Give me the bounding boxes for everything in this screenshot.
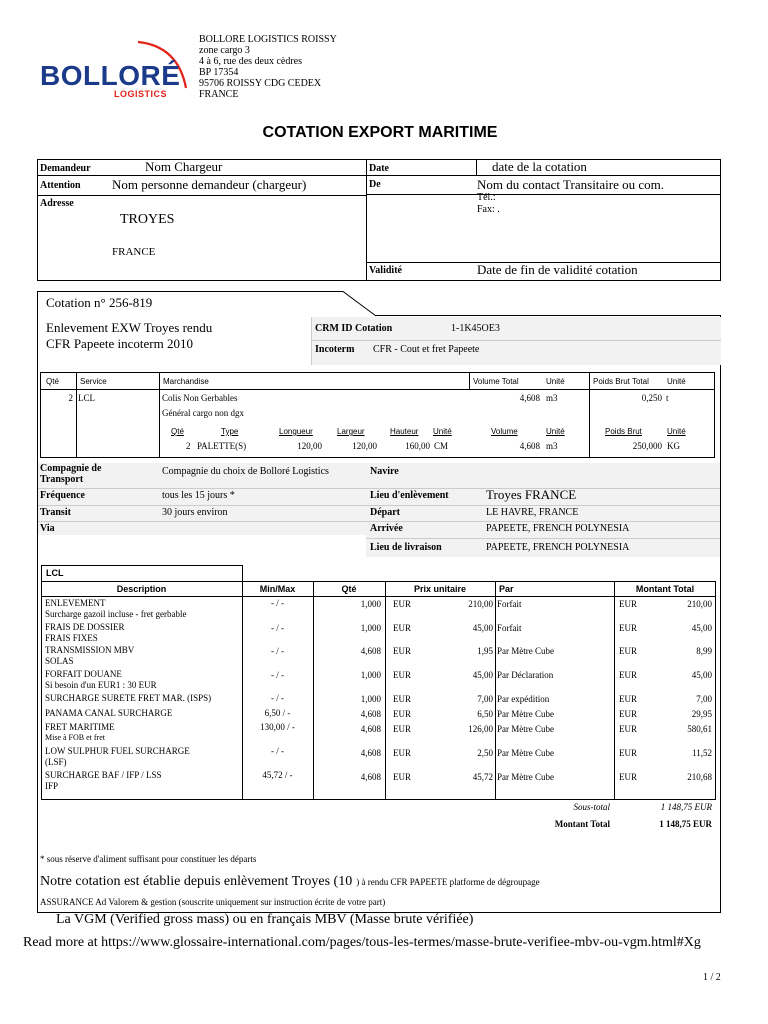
charge-desc-sub: SOLAS xyxy=(45,656,74,666)
incoterm-label: Incoterm xyxy=(315,344,355,355)
charge-desc: FRAIS DE DOSSIER xyxy=(45,622,125,632)
charge-currency: EUR xyxy=(393,772,411,782)
address-line: BOLLORE LOGISTICS ROISSY xyxy=(199,34,337,45)
assurance-note: ASSURANCE Ad Valorem & gestion (souscrite uniquement sur instruction écrite de votre part) xyxy=(40,897,386,907)
charge-unit-price: 6,50 xyxy=(477,709,493,719)
transport-rule xyxy=(38,521,720,522)
charge-currency: EUR xyxy=(393,709,411,719)
goods-marchandise1: Colis Non Gerbables xyxy=(162,393,238,403)
lcl-label: LCL xyxy=(46,568,64,578)
compagnie-label: Compagnie de Transport xyxy=(40,463,102,485)
charge-unit-price: 210,00 xyxy=(468,599,493,609)
adresse-country: FRANCE xyxy=(112,246,156,258)
charge-desc-sub: Mise à FOB et fret xyxy=(45,733,105,742)
de-label: De xyxy=(369,179,381,190)
charge-currency2: EUR xyxy=(619,709,637,719)
sub-longueur: 120,00 xyxy=(297,441,322,451)
charge-qte: 4,608 xyxy=(360,646,381,656)
charge-amount: 7,00 xyxy=(696,694,712,704)
logo-text: BOLLORÉ xyxy=(40,60,181,91)
montant-total-label: Montant Total xyxy=(554,819,610,829)
charge-desc: ENLEVEMENT xyxy=(45,598,106,608)
charge-minmax: - / - xyxy=(271,693,284,703)
lcl-box xyxy=(41,565,243,582)
charge-desc: SURCHARGE SURETE FRET MAR. (ISPS) xyxy=(45,693,212,703)
reserve-note: * sous réserve d'aliment suffisant pour constituer les départs xyxy=(40,854,257,864)
charges-header-montant: Montant Total xyxy=(635,584,695,594)
charge-amount: 210,68 xyxy=(687,772,712,782)
charge-minmax: 130,00 / - xyxy=(260,722,295,732)
charge-minmax: - / - xyxy=(271,598,284,608)
livraison-label: Lieu de livraison xyxy=(370,542,442,553)
depart-value: LE HAVRE, FRANCE xyxy=(486,507,579,518)
charge-unit-price: 45,72 xyxy=(472,772,493,782)
sub-header-volume: Volume xyxy=(491,427,518,436)
charge-desc: SURCHARGE BAF / IFP / LSS xyxy=(45,770,162,780)
charge-minmax: 6,50 / - xyxy=(264,708,291,718)
sub-header-poids: Poids Brut xyxy=(605,427,642,436)
charge-amount: 11,52 xyxy=(692,748,712,758)
charge-unit-price: 2,50 xyxy=(477,748,493,758)
sub-header-qte: Qté xyxy=(171,427,184,436)
goods-poids: 0,250 xyxy=(641,393,662,403)
crm-divider xyxy=(311,317,312,365)
charge-unit-price: 7,00 xyxy=(477,694,493,704)
sub-poids: 250,000 xyxy=(632,441,662,451)
attention-label: Attention xyxy=(40,180,81,191)
charge-par: Forfait xyxy=(497,599,522,609)
goods-header-unite: Unité xyxy=(546,377,565,386)
charge-currency2: EUR xyxy=(619,599,637,609)
goods-divider xyxy=(589,372,590,458)
charge-par: Forfait xyxy=(497,623,522,633)
charge-currency: EUR xyxy=(393,724,411,734)
enlevement-line2: CFR Papeete incoterm 2010 xyxy=(46,336,193,351)
header-divider xyxy=(476,159,477,175)
transit-label: Transit xyxy=(40,507,71,518)
validite-value: Date de fin de validité cotation xyxy=(477,262,638,277)
goods-divider xyxy=(159,372,160,458)
goods-header-volume: Volume Total xyxy=(473,377,519,386)
sub-type: PALETTE(S) xyxy=(197,441,247,451)
company-logo xyxy=(38,38,188,100)
charge-par: Par Mètre Cube xyxy=(497,748,554,758)
charge-par: Par Mètre Cube xyxy=(497,709,554,719)
charge-minmax: - / - xyxy=(271,670,284,680)
sous-total-label: Sous-total xyxy=(573,802,610,812)
charge-par: Par Mètre Cube xyxy=(497,724,554,734)
sub-header-hauteur: Hauteur xyxy=(390,427,419,436)
charge-currency: EUR xyxy=(393,670,411,680)
sub-unite: CM xyxy=(434,441,449,451)
address-line: 95706 ROISSY CDG CEDEX xyxy=(199,78,322,89)
goods-divider xyxy=(76,372,77,458)
charge-row xyxy=(41,708,716,722)
sub-header-largeur: Largeur xyxy=(337,427,365,436)
charge-qte: 1,000 xyxy=(360,694,381,704)
charge-minmax: - / - xyxy=(271,623,284,633)
compagnie-value: Compagnie du choix de Bolloré Logistics xyxy=(162,466,329,477)
goods-header-qte: Qté xyxy=(46,377,59,386)
goods-header-service: Service xyxy=(80,377,107,386)
charge-currency: EUR xyxy=(393,623,411,633)
adresse-city: TROYES xyxy=(120,212,175,227)
date-value: date de la cotation xyxy=(492,159,587,174)
charge-currency: EUR xyxy=(393,748,411,758)
charge-currency2: EUR xyxy=(619,670,637,680)
sub-header-longueur: Longueur xyxy=(279,427,313,436)
header-rule xyxy=(366,194,721,195)
charge-minmax: 45,72 / - xyxy=(262,770,293,780)
transport-rule xyxy=(38,505,720,506)
arrivee-value: PAPEETE, FRENCH POLYNESIA xyxy=(486,523,630,534)
depart-label: Départ xyxy=(370,507,400,518)
charge-par: Par Mètre Cube xyxy=(497,646,554,656)
transport-rule xyxy=(38,488,720,489)
charge-unit-price: 1,95 xyxy=(477,646,493,656)
charge-currency: EUR xyxy=(393,694,411,704)
charge-unit-price: 45,00 xyxy=(472,623,493,633)
charge-qte: 4,608 xyxy=(360,724,381,734)
logo-subtext: LOGISTICS xyxy=(114,89,168,99)
cotation-note-rest: ) à rendu CFR PAPEETE platforme de dégroupage xyxy=(356,877,540,887)
charge-row xyxy=(41,746,716,770)
goods-header-poids: Poids Brut Total xyxy=(593,377,649,386)
header-rule xyxy=(37,195,366,196)
crm-label: CRM ID Cotation xyxy=(315,323,393,334)
navire-label: Navire xyxy=(370,466,399,477)
charges-header-qte: Qté xyxy=(341,584,357,594)
charge-amount: 45,00 xyxy=(691,670,712,680)
de-value: Nom du contact Transitaire ou com. xyxy=(477,177,665,192)
fax-value: Fax: . xyxy=(477,204,500,215)
charge-desc: LOW SULPHUR FUEL SURCHARGE xyxy=(45,746,190,756)
sub-header-unite2: Unité xyxy=(546,427,565,436)
charge-desc: FORFAIT DOUANE xyxy=(45,669,122,679)
crm-value: 1-1K45OE3 xyxy=(451,323,500,334)
frequence-label: Fréquence xyxy=(40,490,85,501)
address-line: FRANCE xyxy=(199,89,239,100)
charges-header-par: Par xyxy=(499,584,514,594)
charge-desc: FRET MARITIME xyxy=(45,722,115,732)
charge-amount: 210,00 xyxy=(687,599,712,609)
charge-currency2: EUR xyxy=(619,772,637,782)
charges-header-prix: Prix unitaire xyxy=(413,584,467,594)
demandeur-value: Nom Chargeur xyxy=(145,159,223,174)
charge-amount: 580,61 xyxy=(687,724,712,734)
cotation-note-main: Notre cotation est établie depuis enlèvement Troyes (10 xyxy=(40,874,353,889)
charge-row xyxy=(41,622,716,646)
charge-unit-price: 126,00 xyxy=(468,724,493,734)
charge-minmax: - / - xyxy=(271,746,284,756)
page-title: COTATION EXPORT MARITIME xyxy=(262,124,498,141)
charge-currency: EUR xyxy=(393,599,411,609)
adresse-label: Adresse xyxy=(40,198,74,209)
charge-row xyxy=(41,770,716,796)
address-line: 4 à 6, rue des deux cèdres xyxy=(199,56,303,67)
sub-qte: 2 xyxy=(186,441,191,451)
charges-header-description: Description xyxy=(116,584,167,594)
charge-desc-sub: FRAIS FIXES xyxy=(45,633,98,643)
charge-currency2: EUR xyxy=(619,748,637,758)
charge-row xyxy=(41,669,716,693)
cotation-note xyxy=(40,872,540,890)
sub-largeur: 120,00 xyxy=(352,441,377,451)
charges-header-minmax: Min/Max xyxy=(259,584,296,594)
goods-volume: 4,608 xyxy=(519,393,540,403)
sub-header-unite: Unité xyxy=(433,427,452,436)
livraison-value: PAPEETE, FRENCH POLYNESIA xyxy=(486,542,630,553)
crm-rule xyxy=(311,340,721,341)
sub-volume: 4,608 xyxy=(519,441,540,451)
incoterm-value: CFR - Cout et fret Papeete xyxy=(373,344,480,355)
lieu-enlevement-value: Troyes FRANCE xyxy=(486,487,577,502)
charge-qte: 1,000 xyxy=(360,670,381,680)
goods-volume-unit: m3 xyxy=(546,393,558,403)
charge-amount: 45,00 xyxy=(691,623,712,633)
lieu-enlevement-label: Lieu d'enlèvement xyxy=(370,490,449,501)
goods-service: LCL xyxy=(78,393,95,403)
address-line: zone cargo 3 xyxy=(199,45,250,56)
sub-volume-unit: m3 xyxy=(546,441,558,451)
frequence-value: tous les 15 jours * xyxy=(162,490,235,501)
goods-header-unite2: Unité xyxy=(667,377,686,386)
charge-qte: 4,608 xyxy=(360,772,381,782)
goods-rule xyxy=(40,389,715,390)
company-address xyxy=(199,34,337,100)
charge-row xyxy=(41,598,716,622)
charge-row xyxy=(41,645,716,669)
charge-qte: 1,000 xyxy=(360,599,381,609)
goods-poids-unit: t xyxy=(666,393,669,403)
goods-header-marchandise: Marchandise xyxy=(163,377,209,386)
charge-qte: 1,000 xyxy=(360,623,381,633)
goods-divider xyxy=(469,372,470,389)
charge-currency2: EUR xyxy=(619,623,637,633)
montant-total-value: 1 148,75 EUR xyxy=(659,819,712,829)
charge-desc: TRANSMISSION MBV xyxy=(45,645,135,655)
validite-label: Validité xyxy=(369,265,402,276)
enlevement-line1: Enlevement EXW Troyes rendu xyxy=(46,320,213,335)
address-line: BP 17354 xyxy=(199,67,239,78)
cotation-number: Cotation n° 256-819 xyxy=(46,295,153,310)
charge-desc: PANAMA CANAL SURCHARGE xyxy=(45,708,173,718)
charge-currency2: EUR xyxy=(619,694,637,704)
charge-desc-sub: IFP xyxy=(45,781,59,791)
header-rule xyxy=(37,175,721,176)
sub-header-unite3: Unité xyxy=(667,427,686,436)
charge-par: Par Déclaration xyxy=(497,670,554,680)
charge-par: Par Mètre Cube xyxy=(497,772,554,782)
charge-desc-sub: (LSF) xyxy=(45,757,67,767)
charge-currency2: EUR xyxy=(619,724,637,734)
sub-poids-unit: KG xyxy=(667,441,680,451)
charge-par: Par expédition xyxy=(497,694,550,704)
via-label: Via xyxy=(40,523,55,534)
charge-amount: 29,95 xyxy=(691,709,712,719)
tel-value: Tél.: xyxy=(477,192,496,203)
vgm-note: La VGM (Verified gross mass) ou en français MBV (Masse brute vérifiée) xyxy=(56,912,474,927)
charge-amount: 8,99 xyxy=(696,646,712,656)
transport-rule xyxy=(366,538,720,539)
charge-currency2: EUR xyxy=(619,646,637,656)
transit-value: 30 jours environ xyxy=(162,507,228,518)
goods-marchandise2: Général cargo non dgx xyxy=(162,408,245,418)
page-number: 1 / 2 xyxy=(703,972,721,983)
sub-header-type: Type xyxy=(221,427,239,436)
charge-desc-sub: Surcharge gazoil incluse - fret gerbable xyxy=(45,609,187,619)
charge-row xyxy=(41,693,716,707)
charge-currency: EUR xyxy=(393,646,411,656)
charge-qte: 4,608 xyxy=(360,748,381,758)
sub-hauteur: 160,00 xyxy=(405,441,430,451)
read-more-link[interactable]: Read more at https://www.glossaire-international.com/pages/tous-les-termes/masse-brute-verifiee-mbv-ou-vgm.html#Xg xyxy=(23,935,701,950)
attention-value: Nom personne demandeur (chargeur) xyxy=(112,177,307,192)
charge-minmax: - / - xyxy=(271,646,284,656)
charge-qte: 4,608 xyxy=(360,709,381,719)
date-label: Date xyxy=(369,163,389,174)
charge-desc-sub: Si besoin d'un EUR1 : 30 EUR xyxy=(45,680,157,690)
arrivee-label: Arrivée xyxy=(370,523,403,534)
charge-unit-price: 45,00 xyxy=(472,670,493,680)
charge-row xyxy=(41,722,716,746)
goods-qte: 2 xyxy=(68,393,73,403)
sous-total-value: 1 148,75 EUR xyxy=(660,802,712,812)
demandeur-label: Demandeur xyxy=(40,163,91,174)
